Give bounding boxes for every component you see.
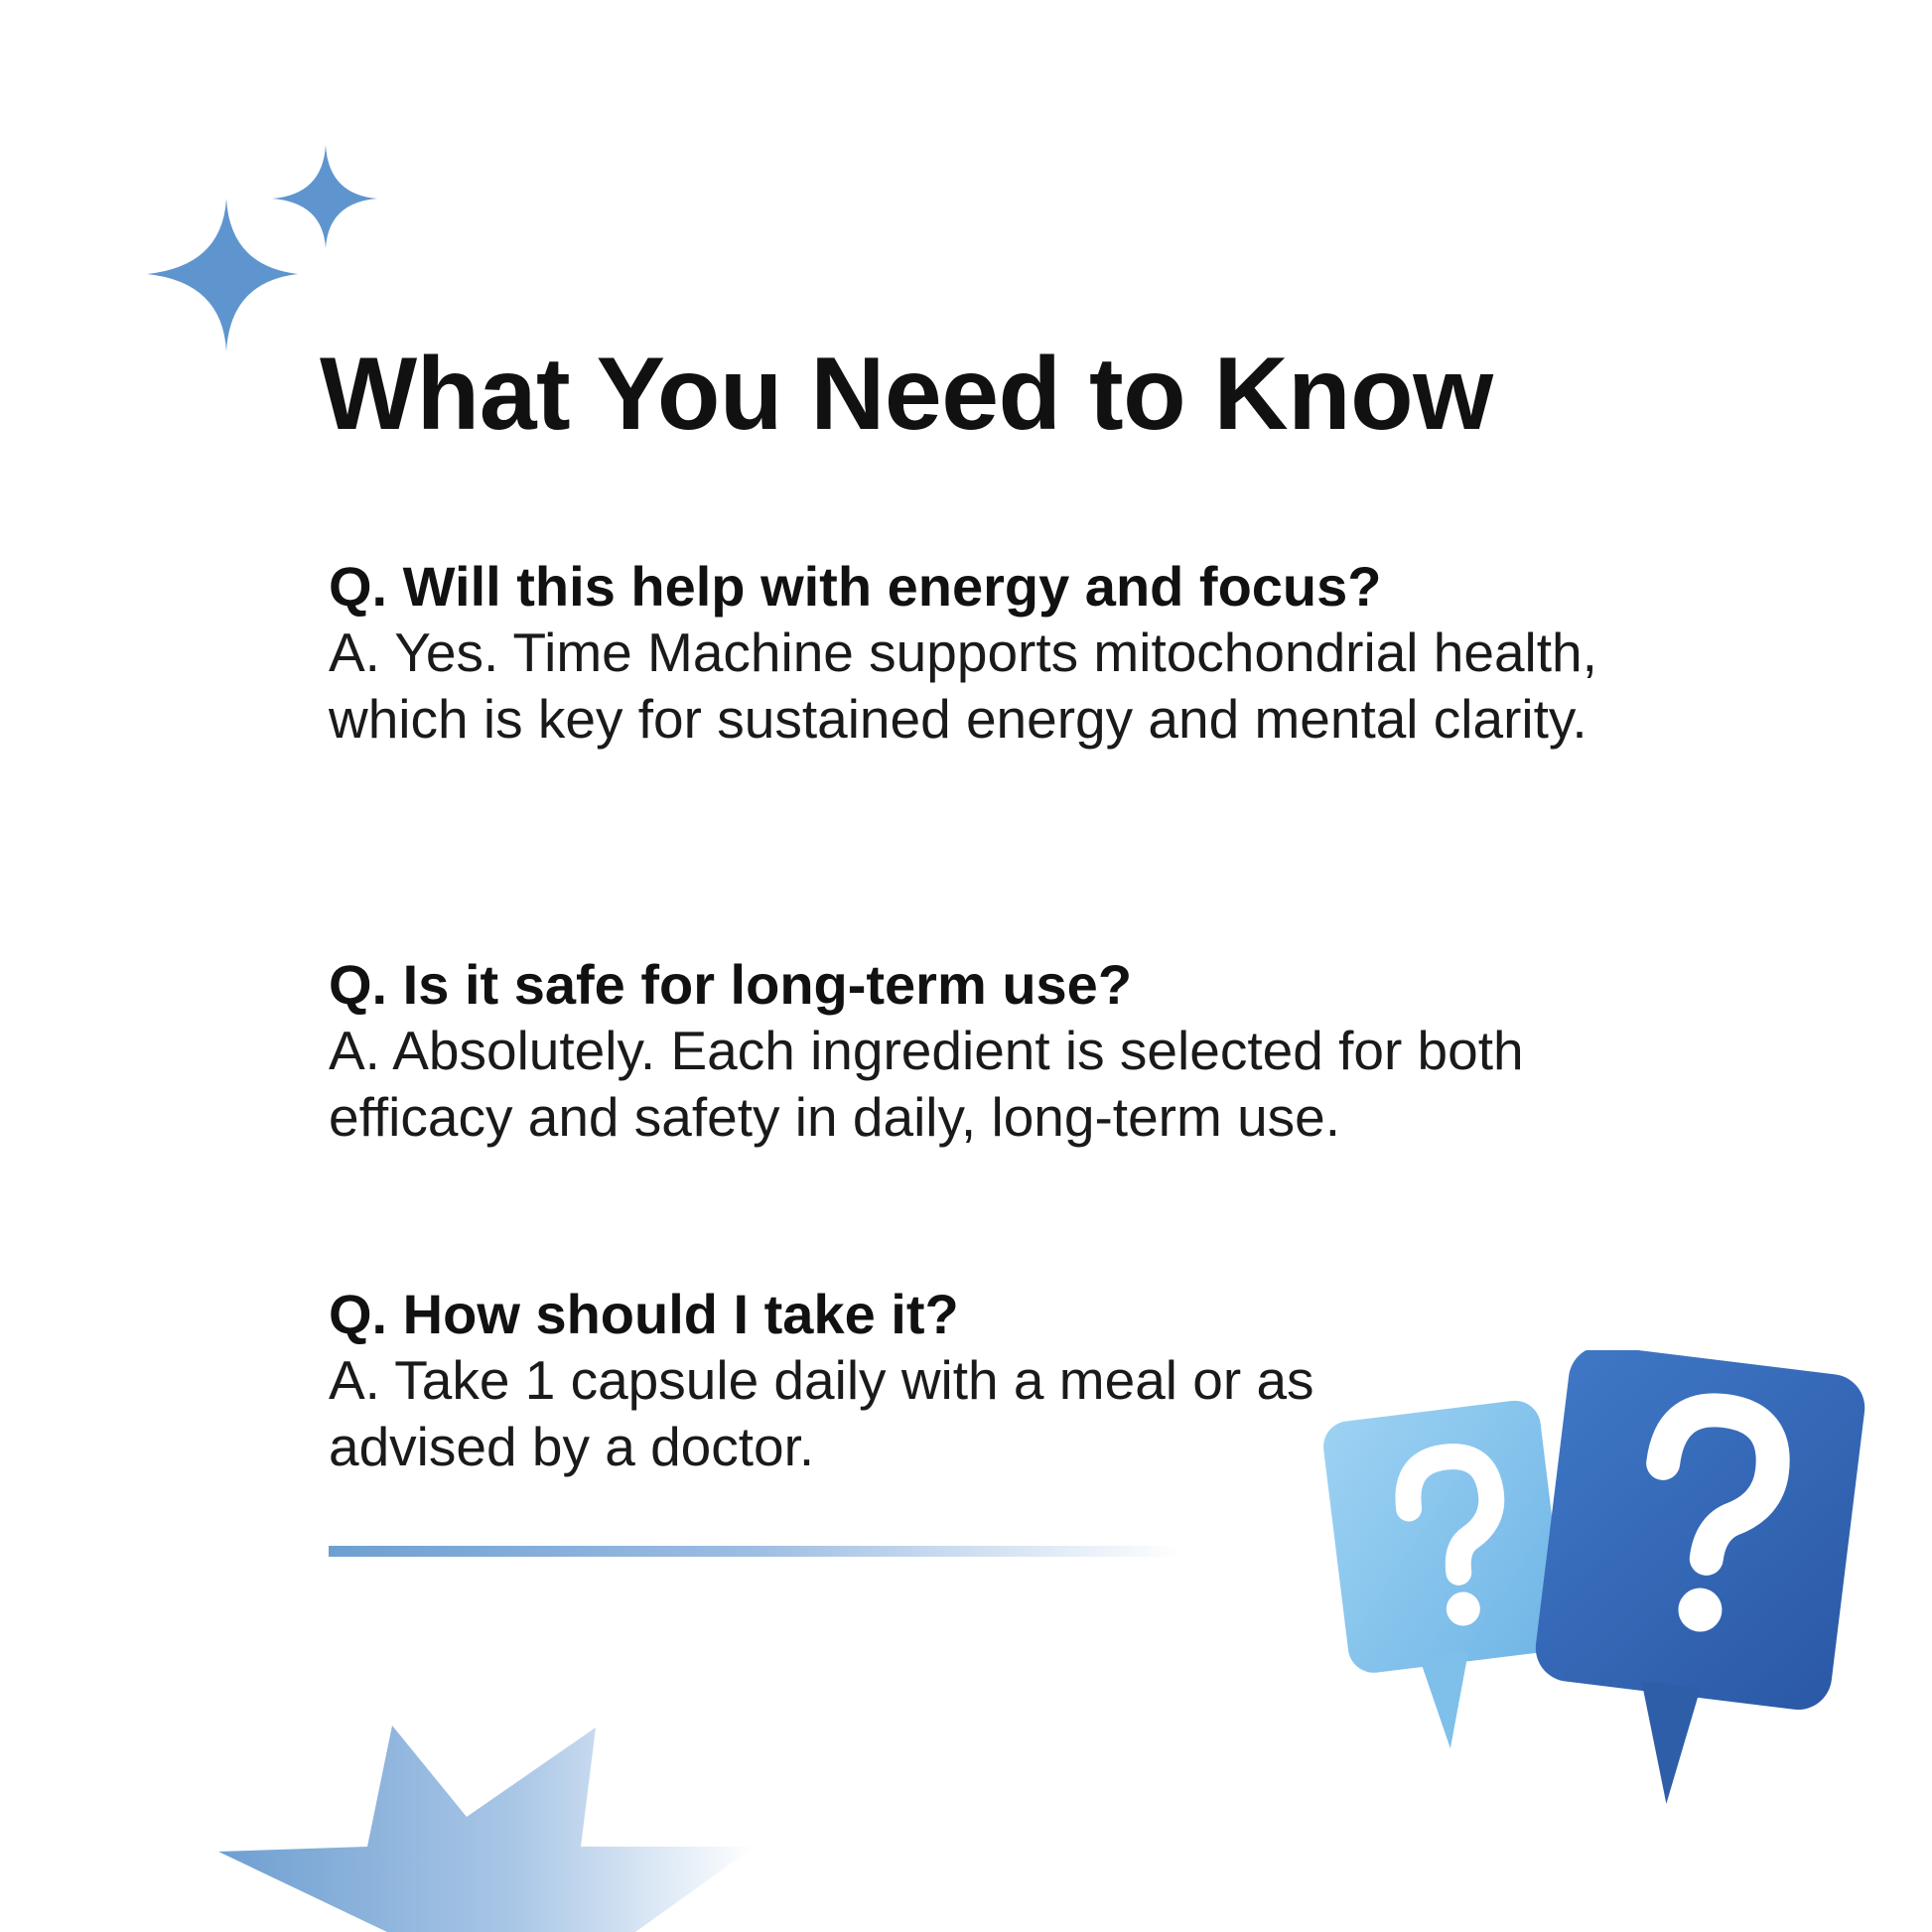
faq-question: Q. How should I take it? [329,1283,959,1345]
faq-answer: A. Absolutely. Each ingredient is selected for both efficacy and safety in daily, long-term use. [329,1020,1524,1148]
page-title: What You Need to Know [320,337,1493,452]
section-divider [329,1546,1182,1557]
faq-question: Q. Is it safe for long-term use? [329,953,1133,1016]
faq-answer: A. Take 1 capsule daily with a meal or as advised by a doctor. [329,1349,1314,1477]
question-bubbles-icon [1311,1350,1906,1817]
faq-answer: A. Yes. Time Machine supports mitochondrial health, which is key for sustained energy and mental clarity. [329,621,1597,750]
faq-question: Q. Will this help with energy and focus? [329,555,1382,618]
faq-item [329,553,1619,753]
star-burst-icon [218,1708,774,1932]
faq-item [329,951,1619,1151]
sparkles-icon [139,139,397,367]
